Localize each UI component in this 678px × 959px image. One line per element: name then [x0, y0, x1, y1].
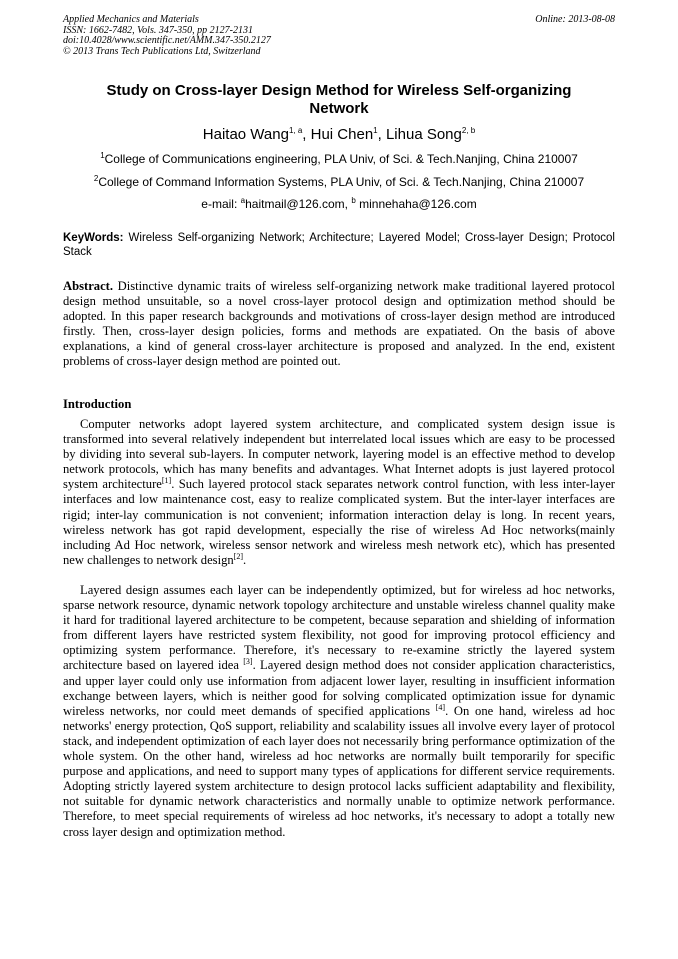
affiliation-1: [63, 152, 615, 166]
intro-paragraph-1: [63, 417, 615, 568]
author-list: [63, 126, 615, 144]
email-mark: b: [351, 196, 356, 205]
author-separator: ,: [302, 126, 311, 143]
email-mark: a: [240, 196, 246, 205]
doi-line: doi:10.4028/www.scientific.net/AMM.347-350.2127: [63, 35, 271, 46]
citation-ref[interactable]: [1]: [161, 476, 172, 486]
affiliation-text: College of Communications engineering, PLA Univ, of Sci. & Tech.Nanjing, China 210007: [104, 152, 578, 166]
email-address[interactable]: minnehaha@126.com: [355, 197, 477, 211]
author-affiliation-mark: 1, a: [288, 126, 303, 135]
section-heading-introduction: Introduction: [63, 397, 132, 411]
author-separator: ,: [377, 126, 386, 143]
author-name: Haitao Wang: [202, 126, 289, 143]
keywords-label: KeyWords:: [63, 232, 124, 244]
paragraph-text: Computer networks adopt layered system architecture, and complicated system design issue is transformed into several relatively independent but interrelated local issues which are easy to be processed by dividing into several sub-layers. In computer network, layering model is an effective method to develop network protocols, which has many benefits and advantages. What Internet adopts is just layered protocol system architecture: [63, 417, 615, 492]
citation-ref[interactable]: [3]: [243, 657, 253, 667]
affiliation-text: College of Command Information Systems, PLA Univ, of Sci. & Tech.Nanjing, China 210007: [98, 175, 585, 189]
journal-header: [63, 15, 615, 57]
email-line: [63, 197, 615, 211]
title-line-1: Study on Cross-layer Design Method for Wireless Self-organizing: [106, 82, 572, 99]
intro-paragraph-2: [63, 583, 615, 840]
citation-ref[interactable]: [4]: [435, 702, 446, 712]
paragraph-text: . On one hand, wireless ad hoc networks' energy protection, QoS support, reliability and scalability issues all involve every layer of protocol stack, and independent optimization of each layer does not necessarily bring performance optimization of the whole system. On the other hand, wireless ad hoc networks are normally built temporarily for specific purpose and applications, and need to support many types of applications for different service requirements. Adopting strictly layered system architecture to design protocol lacks sufficient adaptability and flexibility, not suitable for dynamic network characteristics and normally unable to optimize network performance. Therefore, to meet special requirements of wireless ad hoc networks, it's necessary to adopt a totally new cross layer design and optimization method.: [63, 703, 615, 839]
paragraph-text: .: [243, 552, 247, 567]
title-line-2: Network: [309, 100, 369, 117]
author-affiliation-mark: 2, b: [461, 126, 476, 135]
abstract-text: Distinctive dynamic traits of wireless self-organizing network make traditional layered protocol design method unsuitable, so a novel cross-layer protocol design and optimization method should be adopted. In this paper research backgrounds and motivations of cross-layer design method are introduced firstly. Then, cross-layer design policies, forms and methods are expatiated. On the basis of above explanations, a kind of general cross-layer architecture is proposed and analyzed. In the end, existent problems of cross-layer design method are pointed out.: [63, 279, 615, 369]
paper-title: [63, 82, 615, 118]
author-affiliation-mark: 1: [373, 126, 378, 135]
paragraph-text: Layered design assumes each layer can be independently optimized, but for wireless ad hoc networks, sparse network resource, dynamic network topology architecture and unstable wireless channel quality make it hard for traditional layered architecture to be competent, because separation and shielding of information from different layers have restricted system flexibility, not good for improving protocol efficiency and optimizing system performance. Therefore, it's necessary to re-examine strictly the layered system architecture based on layered idea: [63, 583, 615, 673]
affiliation-mark: 1: [100, 151, 105, 160]
abstract-label: Abstract.: [63, 279, 114, 293]
paragraph-text: . Layered design method does not consider application characteristics, and upper layer could only use information from adjacent lower layer, resulting in insufficient information exchange between layers, which is neither good for solving complicated optimization issue for dynamic wireless networks, nor could meet demands of specified applications: [63, 658, 616, 718]
keywords: [63, 232, 615, 259]
keywords-text: Wireless Self-organizing Network; Architecture; Layered Model; Cross-layer Design; Protocol Stack: [63, 232, 615, 258]
author-name: Lihua Song: [385, 126, 462, 143]
affiliation-mark: 2: [93, 174, 99, 183]
paragraph-text: . Such layered protocol stack separates network control function, with less inter-layer interfaces and low maintenance cost, easy to realize complicated system. But the inter-layer interfaces are rigid; inter-lay communication is not convenient; information interaction delay is long. In recent years, wireless network has got rapid development, especially the rise of wireless Ad Hoc networks(mainly including Ad Hoc network, wireless sensor network and wireless mesh network etc), which has presented new challenges to network design: [63, 477, 615, 567]
journal-name: Applied Mechanics and Materials: [63, 14, 199, 25]
email-prefix: e-mail:: [201, 197, 241, 211]
abstract: [63, 279, 615, 370]
affiliation-2: [63, 175, 615, 189]
online-date: Online: 2013-08-08: [535, 14, 615, 25]
email-address[interactable]: haitmail@126.com,: [245, 197, 352, 211]
citation-ref[interactable]: [2]: [233, 551, 243, 561]
copyright-line: © 2013 Trans Tech Publications Ltd, Switzerland: [63, 45, 261, 57]
issn-line: ISSN: 1662-7482, Vols. 347-350, pp 2127-2131: [63, 24, 253, 36]
author-name: Hui Chen: [310, 126, 374, 143]
